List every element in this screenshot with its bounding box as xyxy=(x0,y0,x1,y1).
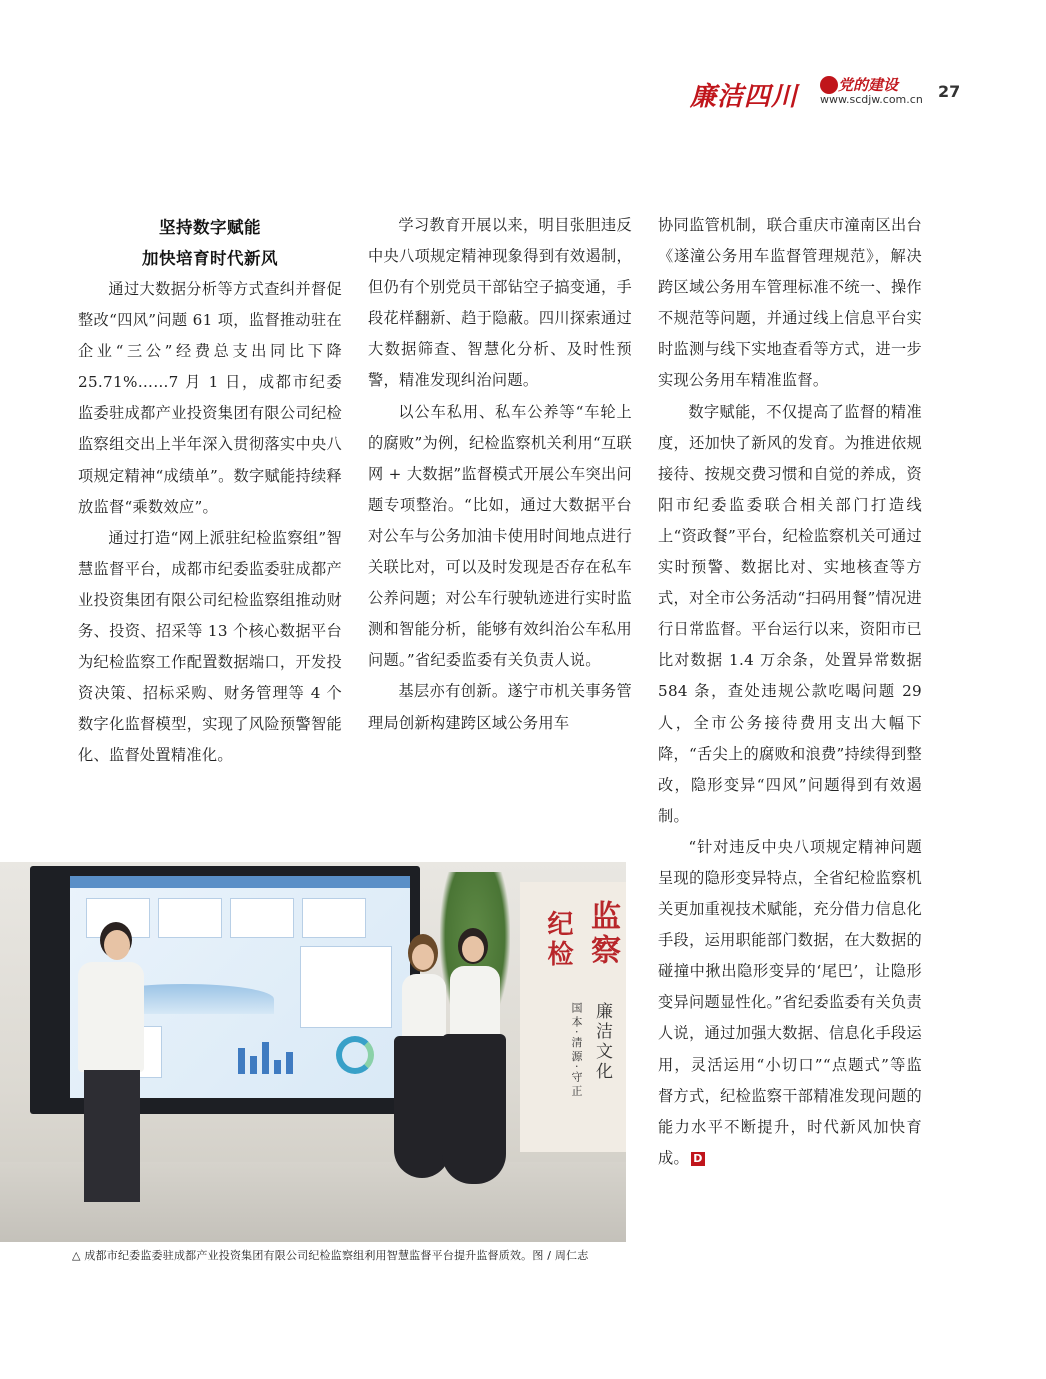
wall-sign xyxy=(520,882,626,1152)
page-header xyxy=(690,74,980,114)
person-woman-2 xyxy=(438,928,508,1208)
dashboard-panel xyxy=(158,898,222,938)
seal-icon xyxy=(820,76,838,94)
brand-url[interactable]: www.scdjw.com.cn xyxy=(820,93,923,106)
dashboard-header-bar xyxy=(70,876,410,888)
sign-title-2: 纪检 xyxy=(543,910,573,970)
article-column-3 xyxy=(658,210,922,1174)
person-presenter xyxy=(70,922,160,1222)
dashboard-bar xyxy=(262,1042,269,1074)
sign-motto: 国本·清源·守正 xyxy=(570,1002,583,1099)
dashboard-table xyxy=(300,946,392,1028)
section-title-line-1: 坚持数字赋能 xyxy=(159,218,261,237)
dashboard-bar xyxy=(286,1052,293,1074)
article-column-1 xyxy=(78,210,342,772)
brand-tag: 党的建设 xyxy=(838,76,899,94)
photo-caption: △ 成都市纪委监委驻成都产业投资集团有限公司纪检监察组利用智慧监督平台提升监督质效。图 / 周仁志 xyxy=(72,1249,589,1262)
paragraph-final xyxy=(658,832,922,1174)
paragraph: 基层亦有创新。遂宁市机关事务管理局创新构建跨区域公务用车 xyxy=(368,682,632,732)
dashboard-panel xyxy=(302,898,366,938)
dashboard-donut xyxy=(336,1036,374,1074)
magazine-logo: 廉洁四川 xyxy=(690,82,799,112)
paragraph: 通过打造“网上派驻纪检监察组”智慧监督平台，成都市纪委监委驻成都产业投资集团有限公司纪检监察组推动财务、投资、招采等 13 个核心数据平台为纪检监察工作配置数据端口，开发投资决策、招标采购、财务管理等 4 个数字化监督模型，实现了风险预警智能化、监督处置精准化。 xyxy=(78,528,342,765)
end-mark-icon: D xyxy=(691,1152,705,1166)
paragraph-continued: 协同监管机制，联合重庆市潼南区出台《遂潼公务用车监督管理规范》，解决跨区域公务用车管理标准不统一、操作不规范等问题，并通过线上信息平台实时监测与线下实地查看等方式，进一步实现公务用车精准监督。 xyxy=(658,216,922,390)
dashboard-bar xyxy=(238,1048,245,1074)
paragraph: 以公车私用、私车公养等“车轮上的腐败”为例，纪检监察机关利用“互联网 + 大数据”监督模式开展公车突出问题专项整治。“比如，通过大数据平台对公车与公务加油卡使用时间地点进行关联比对，可以及时发现是否存在私车公养问题；对公车行驶轨迹进行实时监测和智能分析，能够有效纠治公车私用问题。”省纪委监委有关负责人说。 xyxy=(368,402,632,670)
article-photo xyxy=(0,862,626,1242)
paragraph-final-text: “针对违反中央八项规定精神问题呈现的隐形变异特点，全省纪检监察机关更加重视技术赋能，充分借力信息化手段，运用职能部门数据，在大数据的碰撞中揪出隐形变异的‘尾巴’，让隐形变异问题显性化。”省纪委监委有关负责人说，通过加强大数据、信息化手段运用，灵活运用“小切口”“点题式”等监督方式，纪检监察干部精准发现问题的能力水平不断提升，时代新风加快育成。 xyxy=(658,837,922,1167)
sign-title-1: 监察 xyxy=(585,900,620,968)
paragraph: 通过大数据分析等方式查纠并督促整改“四风”问题 61 项，监督推动驻在企业“三公”经费总支出同比下降 25.71%……7 月 1 日，成都市纪委监委驻成都产业投资集团有限公司纪检监察组交出上半年深入贯彻落实中央八项规定精神“成绩单”。数字赋能持续释放监督“乘数效应”。 xyxy=(78,280,342,516)
dashboard-bar xyxy=(250,1056,257,1074)
section-title xyxy=(78,212,342,274)
dashboard-panel xyxy=(230,898,294,938)
paragraph: 数字赋能，不仅提高了监督的精准度，还加快了新风的发育。为推进依规接待、按规交费习惯和自觉的养成，资阳市纪委监委联合相关部门打造线上“资政餐”平台，纪检监察机关可通过实时预警、数据比对、实地核查等方式，对全市公务活动“扫码用餐”情况进行日常监督。平台运行以来，资阳市已比对数据 1.4 万余条，处置异常数据 584 条，查处违规公款吃喝问题 29 人，全市公务接待费用支出大幅下降，“舌尖上的腐败和浪费”持续得到整改，隐形变异“四风”问题得到有效遏制。 xyxy=(658,402,922,825)
page-number: 27 xyxy=(938,82,961,101)
paragraph: 学习教育开展以来，明目张胆违反中央八项规定精神现象得到有效遏制，但仍有个别党员干部钻空子搞变通，手段花样翻新、趋于隐蔽。四川探索通过大数据筛查、智慧化分析、及时性预警，精准发现纠治问题。 xyxy=(368,216,632,390)
publisher-logo xyxy=(820,74,923,114)
article-column-2 xyxy=(368,210,632,739)
dashboard-bar xyxy=(274,1060,281,1074)
section-title-line-2: 加快培育时代新风 xyxy=(142,249,278,268)
sign-subtitle: 廉洁文化 xyxy=(592,1002,612,1082)
